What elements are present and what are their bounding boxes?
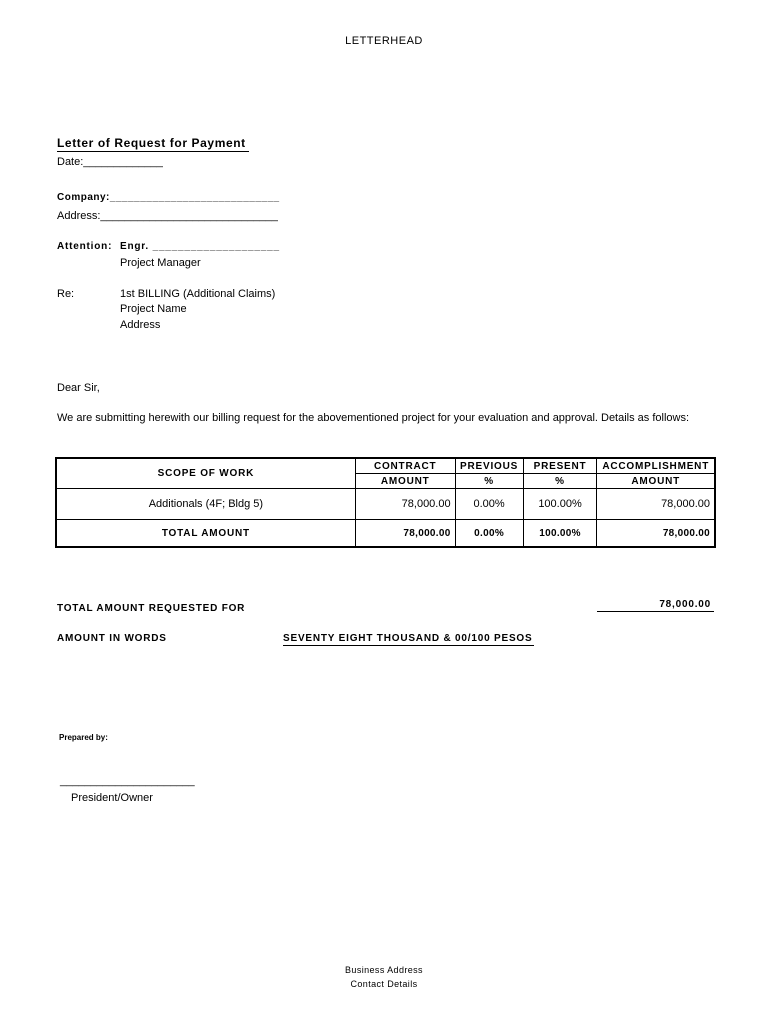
table-total-row bbox=[56, 520, 715, 548]
letterhead: LETTERHEAD bbox=[345, 35, 423, 47]
cell-contract: 78,000.00 bbox=[355, 489, 455, 520]
salutation: Dear Sir, bbox=[57, 382, 100, 394]
total-label: TOTAL AMOUNT bbox=[56, 520, 355, 548]
amount-in-words-label: AMOUNT IN WORDS bbox=[57, 633, 167, 644]
subheader-contract: AMOUNT bbox=[355, 474, 455, 489]
re-line-1: 1st BILLING (Additional Claims) bbox=[120, 288, 276, 300]
subheader-accomplishment: AMOUNT bbox=[597, 474, 715, 489]
total-present: 100.00% bbox=[523, 520, 597, 548]
company-line: Company:____________________________ bbox=[57, 192, 280, 203]
header-previous: PREVIOUS bbox=[455, 458, 523, 474]
letter-title: Letter of Request for Payment bbox=[57, 136, 249, 152]
attention-name: Engr. ____________________ bbox=[120, 241, 280, 252]
cell-present: 100.00% bbox=[523, 489, 597, 520]
cell-previous: 0.00% bbox=[455, 489, 523, 520]
attention-role: Project Manager bbox=[120, 257, 201, 269]
cell-accomplishment: 78,000.00 bbox=[597, 489, 715, 520]
footer-business-address: Business Address bbox=[345, 965, 423, 975]
prepared-by-label: Prepared by: bbox=[59, 733, 108, 742]
attention-label: Attention: bbox=[57, 241, 113, 252]
re-line-2: Project Name bbox=[120, 303, 187, 315]
cell-scope: Additionals (4F; Bldg 5) bbox=[56, 489, 355, 520]
re-line-3: Address bbox=[120, 319, 161, 331]
header-scope: SCOPE OF WORK bbox=[56, 458, 355, 489]
total-contract: 78,000.00 bbox=[355, 520, 455, 548]
re-label: Re: bbox=[57, 288, 75, 300]
subheader-present: % bbox=[523, 474, 597, 489]
table-row bbox=[56, 489, 715, 520]
intro-paragraph: We are submitting herewith our billing request for the abovementioned project for your evaluation and approval. Details as follows: bbox=[57, 412, 690, 424]
total-previous: 0.00% bbox=[455, 520, 523, 548]
signature-line: ______________________ bbox=[60, 775, 195, 787]
billing-table bbox=[55, 457, 716, 548]
total-requested-label: TOTAL AMOUNT REQUESTED FOR bbox=[57, 603, 246, 614]
total-requested-value: 78,000.00 bbox=[597, 598, 714, 612]
footer-contact-details: Contact Details bbox=[350, 979, 418, 989]
subheader-previous: % bbox=[455, 474, 523, 489]
header-accomplishment: ACCOMPLISHMENT bbox=[597, 458, 715, 474]
header-present: PRESENT bbox=[523, 458, 597, 474]
table-header-row bbox=[56, 458, 715, 474]
total-accomplishment: 78,000.00 bbox=[597, 520, 715, 548]
amount-in-words-value: SEVENTY EIGHT THOUSAND & 00/100 PESOS bbox=[283, 633, 533, 644]
signatory-title: President/Owner bbox=[71, 792, 153, 804]
date-line: Date:_____________ bbox=[57, 156, 163, 168]
address-line: Address:_____________________________ bbox=[57, 210, 278, 222]
header-contract: CONTRACT bbox=[355, 458, 455, 474]
